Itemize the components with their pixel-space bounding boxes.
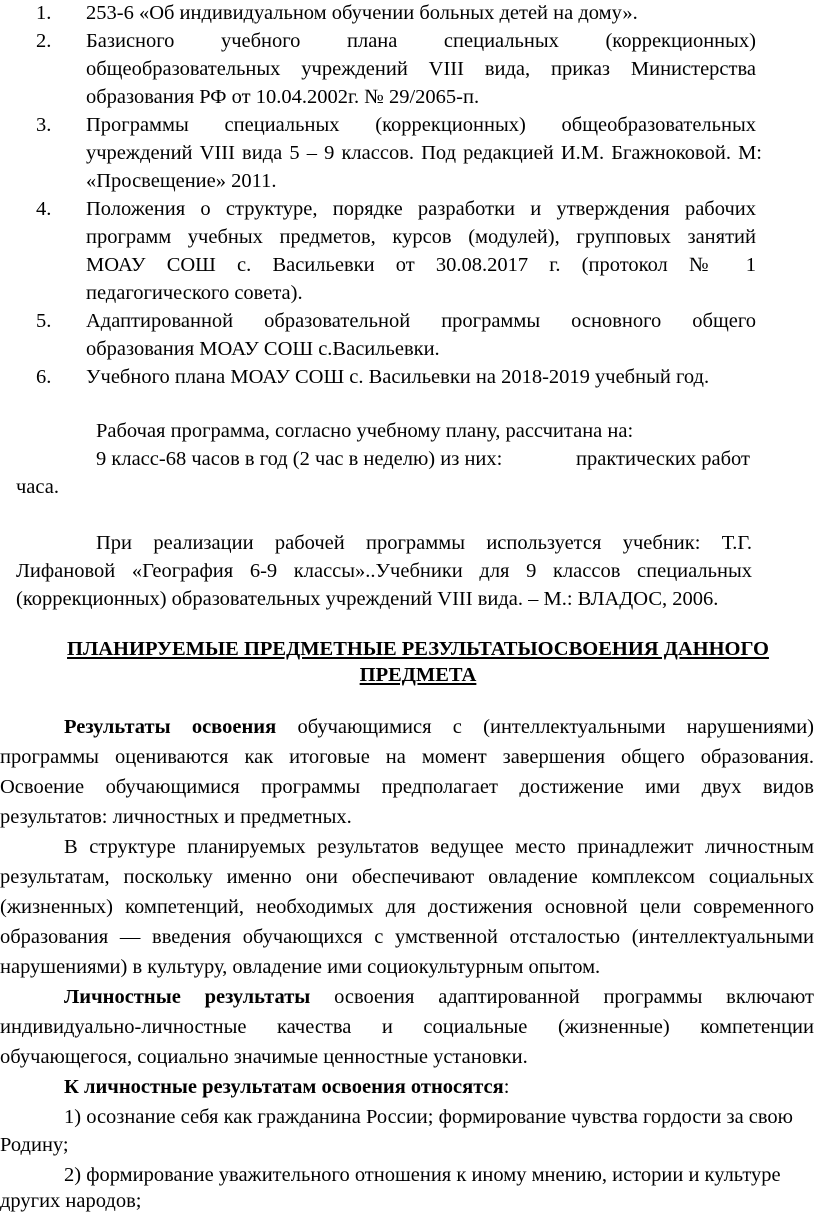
list-item-line: «Просвещение» 2011.	[86, 170, 277, 192]
text-span: обучающимися с (интеллектуальными нарушениями)	[297, 716, 815, 738]
paragraph-line	[64, 714, 814, 741]
list-item-line: Адаптированной образовательной программы основного общего	[86, 310, 756, 332]
list-item-line: общеобразовательных учреждений VIII вида, приказ Министерства	[86, 58, 756, 80]
hours-line-1: Рабочая программа, согласно учебному плану, рассчитана на:	[96, 420, 634, 442]
list-item-line: 2) формирование уважительного отношения к иному мнению, истории и культуре	[64, 1164, 781, 1186]
section-heading: ПЛАНИРУЕМЫЕ ПРЕДМЕТНЫЕ РЕЗУЛЬТАТЫОСВОЕНИЯ ДАННОГО	[67, 638, 769, 660]
list-number: 6.	[36, 366, 52, 388]
list-item-line: 253-6 «Об индивидуальном обучении больных детей на дому».	[86, 2, 638, 24]
list-number: 1.	[36, 2, 52, 24]
paragraph-line: (коррекционных) образовательных учреждений VIII вида. – М.: ВЛАДОС, 2006.	[16, 588, 719, 610]
paragraph-line: В структуре планируемых результатов ведущее место принадлежит личностным	[64, 836, 814, 858]
list-item-line: Базисного учебного плана специальных (коррекционных)	[86, 30, 756, 52]
list-item-line: учреждений VIII вида 5 – 9 классов. Под редакцией И.М. Бгажноковой. М:	[86, 142, 762, 164]
text-span: :	[503, 1076, 510, 1098]
paragraph-line: программы оцениваются как итоговые на момент завершения общего образования.	[0, 746, 814, 768]
paragraph-line: индивидуально-личностные качества и социальные (жизненные) компетенции	[0, 1016, 814, 1038]
paragraph-line: (жизненных) компетенций, необходимых для достижения основной цели современного	[0, 896, 814, 918]
paragraph-line	[64, 984, 814, 1011]
hours-line-2a: 9 класс-68 часов в год (2 час в неделю) из них:	[96, 448, 503, 470]
list-item-line: Положения о структуре, порядке разработки и утверждения рабочих	[86, 198, 756, 220]
text-span: освоения адаптированной программы включают	[334, 986, 814, 1008]
list-item-line: Учебного плана МОАУ СОШ с. Васильевки на 2018-2019 учебный год.	[86, 366, 710, 388]
bold-term: Результаты освоения	[64, 716, 277, 738]
list-item-line: других народов;	[0, 1190, 142, 1212]
paragraph-line: обучающегося, социально значимые ценностные установки.	[0, 1046, 528, 1068]
list-item-line: 1) осознание себя как гражданина России; формирование чувства гордости за свою	[64, 1106, 793, 1128]
paragraph-line: образования ― введения обучающихся с умственной отсталостью (интеллектуальными	[0, 926, 814, 948]
list-item-line: образования РФ от 10.04.2002г. № 29/2065-п.	[86, 86, 480, 108]
bold-term: Личностные результаты	[64, 986, 311, 1008]
section-heading: ПРЕДМЕТА	[359, 664, 477, 686]
paragraph-line: Лифановой «География 6-9 классы»..Учебники для 9 классов специальных	[16, 560, 752, 582]
list-item-line: программ учебных предметов, курсов (модулей), групповых занятий	[86, 226, 756, 248]
list-number: 5.	[36, 310, 52, 332]
list-item-line: Родину;	[0, 1134, 69, 1156]
list-title	[64, 1074, 509, 1101]
hours-line-3: часа.	[16, 476, 59, 498]
bold-term: К личностные результатам освоения относятся	[64, 1076, 504, 1098]
list-item-line: Программы специальных (коррекционных) общеобразовательных	[86, 114, 756, 136]
hours-line-2b: практических работ	[576, 448, 750, 470]
paragraph-line: Освоение обучающимися программы предполагает достижение ими двух видов	[0, 776, 814, 798]
list-item-line: педагогического совета).	[86, 282, 303, 304]
paragraph-line: При реализации рабочей программы используется учебник: Т.Г.	[96, 532, 752, 554]
list-number: 2.	[36, 30, 52, 52]
paragraph-line: нарушениями) в культуру, овладение ими социокультурным опытом.	[0, 956, 601, 978]
list-number: 4.	[36, 198, 52, 220]
list-number: 3.	[36, 114, 52, 136]
paragraph-line: результатов: личностных и предметных.	[0, 806, 352, 828]
paragraph-line: результатам, поскольку именно они обеспечивают овладение комплексом социальных	[0, 866, 814, 888]
list-item-line: МОАУ СОШ с. Васильевки от 30.08.2017 г. (протокол № 1	[86, 254, 756, 276]
list-item-line: образования МОАУ СОШ с.Васильевки.	[86, 338, 440, 360]
